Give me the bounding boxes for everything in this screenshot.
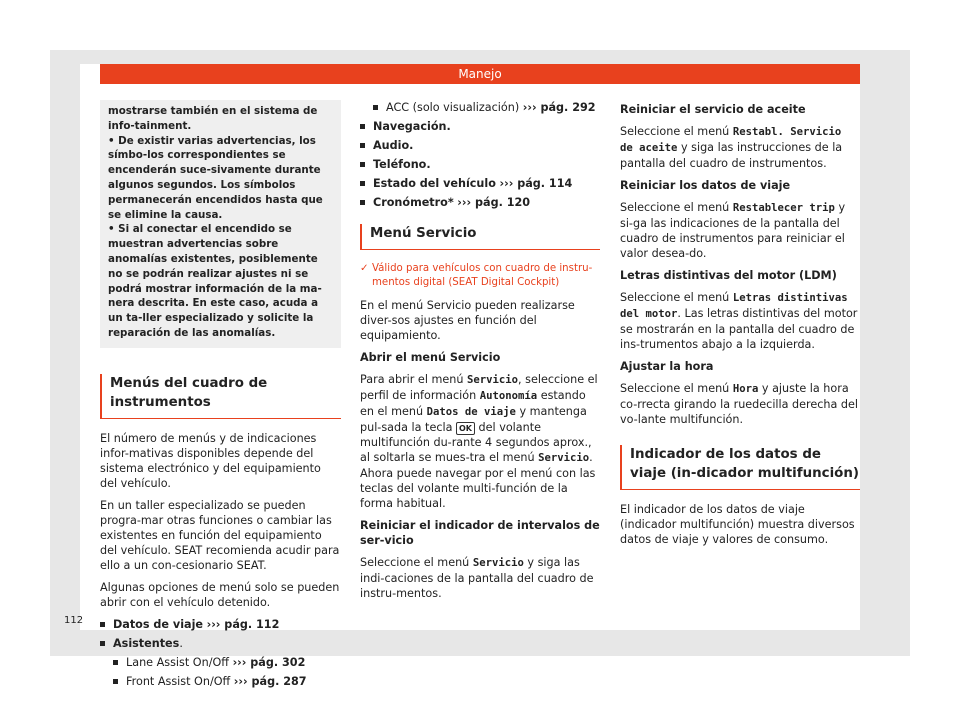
list-item: Navegación. xyxy=(360,119,600,134)
subheading: Reiniciar los datos de viaje xyxy=(620,179,791,192)
paragraph: Para abrir el menú Servicio, seleccione el perfil de información Autonomía estando en el menú Datos de viaje y mantenga pul-sada la tecla OK del volante multifunción du-rante 4 segundos aprox., al soltarla se mues-tra el menú Servicio. Ahora puede navegar por el menú con las teclas del volante multi-función de la forma habitual. xyxy=(360,373,598,510)
bullet-icon xyxy=(113,660,118,665)
paragraph: Seleccione el menú Restablecer trip y si-ga las indicaciones de la pantalla del cuadro de instrumentos para reiniciar el valor desea-do. xyxy=(620,201,846,260)
subheading: Letras distintivas del motor (LDM) xyxy=(620,269,837,282)
page-number: 112 xyxy=(64,615,84,626)
bullet-icon xyxy=(113,679,118,684)
check-icon: ✓ xyxy=(360,263,369,274)
list-item: Teléfono. xyxy=(360,157,600,172)
list-item: ACC (solo visualización) ››› pág. 292 xyxy=(360,100,600,115)
page-ref-link[interactable]: ››› pág. 112 xyxy=(206,617,280,631)
list-item: Cronómetro* ››› pág. 120 xyxy=(360,195,600,210)
warning-box xyxy=(100,100,341,348)
paragraph: Seleccione el menú Servicio y siga las indi-caciones de la pantalla del cuadro de instru-mentos. xyxy=(360,556,594,600)
paragraph: Seleccione el menú Restabl. Servicio de aceite y siga las instrucciones de la pantalla del cuadro de instrumentos. xyxy=(620,125,843,170)
warning-text-1: mostrarse también en el sistema de info-tainment. xyxy=(108,105,318,132)
warning-text-3: • Si al conectar el encendido se muestran advertencias sobre anomalías existentes, posiblemente no se podrán realizar ajustes ni se podrá mostrar información de la ma-nera descrita. En este caso, acuda a un ta-ller especializado y solicite la reparación de las anomalías. xyxy=(108,223,322,339)
bullet-icon xyxy=(100,641,105,646)
bullet-icon xyxy=(360,143,365,148)
page-ref-link[interactable]: ››› pág. 287 xyxy=(233,674,307,688)
list-item: Datos de viaje ››› pág. 112 xyxy=(100,617,341,632)
bullet-icon xyxy=(360,200,365,205)
list-item: Lane Assist On/Off ››› pág. 302 xyxy=(100,655,341,670)
page-ref-link[interactable]: ››› pág. 302 xyxy=(232,655,306,669)
column-1 xyxy=(100,100,341,693)
page-ref-link[interactable]: ››› pág. 292 xyxy=(522,101,596,114)
subheading: Reiniciar el indicador de intervalos de ser-vicio xyxy=(360,519,600,547)
subheading: Ajustar la hora xyxy=(620,360,714,373)
column-2 xyxy=(360,100,600,608)
bullet-icon xyxy=(373,105,378,110)
heading-menu-servicio: Menú Servicio xyxy=(360,224,600,250)
list-item: Asistentes. xyxy=(100,636,341,651)
bullet-icon xyxy=(360,124,365,129)
page-ref-link[interactable]: ››› pág. 120 xyxy=(457,196,531,209)
heading-menus-cuadro: Menús del cuadro de instrumentos xyxy=(100,374,341,419)
page-ref-link[interactable]: ››› pág. 114 xyxy=(499,177,573,190)
paragraph: El indicador de los datos de viaje (indicador multifunción) muestra diversos datos de viaje y valores de consumo. xyxy=(620,503,855,546)
list-item: Front Assist On/Off ››› pág. 287 xyxy=(100,674,341,689)
heading-indicador-datos-viaje: Indicador de los datos de viaje (in-dicador multifunción) xyxy=(620,445,860,490)
validity-note: ✓ Válido para vehículos con cuadro de instru-mentos digital (SEAT Digital Cockpit) xyxy=(360,263,593,288)
warning-text-2: • De existir varias advertencias, los símbo-los correspondientes se encenderán suce-sivamente durante algunos segundos. Los símbolos permanecerán encendidos hasta que se elimine la causa. xyxy=(108,134,323,221)
paragraph: El número de menús y de indicaciones infor-mativas disponibles depende del sistema electrónico y del equipamiento del vehículo. xyxy=(100,431,321,490)
paragraph: Algunas opciones de menú solo se pueden abrir con el vehículo detenido. xyxy=(100,580,340,609)
subheading: Reiniciar el servicio de aceite xyxy=(620,103,806,116)
bullet-icon xyxy=(100,622,105,627)
paragraph: Seleccione el menú Letras distintivas del motor. Las letras distintivas del motor se mostrarán en la pantalla del cuadro de ins-trumentos abajo a la izquierda. xyxy=(620,291,858,351)
paragraph: En un taller especializado se pueden progra-mar otras funciones o cambiar las existentes en función del equipamiento del vehículo. SEAT recomienda acudir para ello a un con-cesionario SEAT. xyxy=(100,498,340,572)
paragraph: Seleccione el menú Hora y ajuste la hora co-rrecta girando la ruedecilla derecha del vo-lante multifunción. xyxy=(620,382,859,426)
paragraph: En el menú Servicio pueden realizarse diver-sos ajustes en función del equipamiento. xyxy=(360,299,575,342)
subheading: Abrir el menú Servicio xyxy=(360,351,501,364)
section-header: Manejo xyxy=(100,64,860,84)
list-item: Estado del vehículo ››› pág. 114 xyxy=(360,176,600,191)
list-item: Audio. xyxy=(360,138,600,153)
column-3 xyxy=(620,100,860,554)
bullet-icon xyxy=(360,181,365,186)
ok-button-icon: OK xyxy=(456,422,475,435)
bullet-icon xyxy=(360,162,365,167)
